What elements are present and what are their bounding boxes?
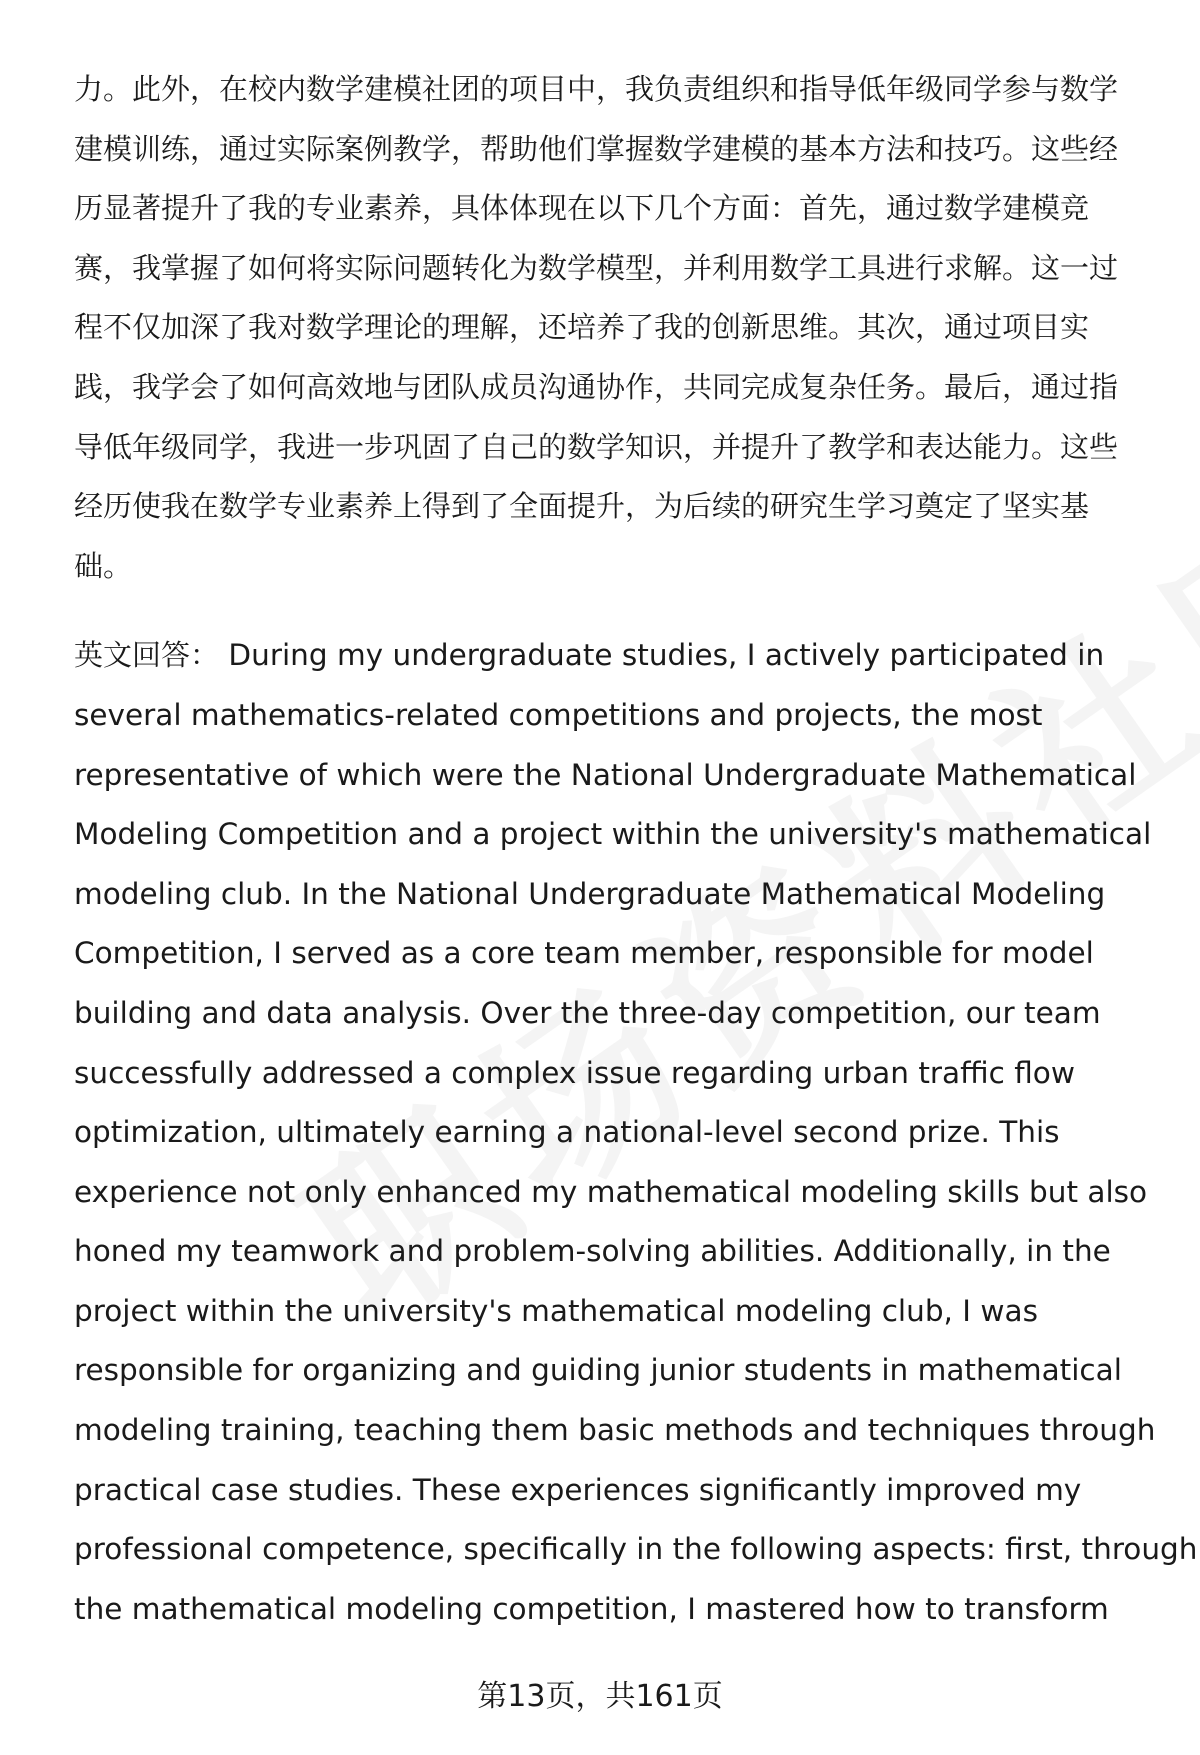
page-number-footer: 第13页，共161页 [477,1679,723,1714]
en-line: practical case studies. These experiences significantly improved my [74,1472,1082,1507]
en-line: professional competence, specifically in the following aspects: first, through [74,1532,1198,1567]
en-line: responsible for organizing and guiding junior students in mathematical [74,1353,1122,1388]
cn-line: 赛，我掌握了如何将实际问题转化为数学模型，并利用数学工具进行求解。这一过 [74,250,1119,285]
en-line: project within the university's mathematical modeling club, I was [74,1293,1038,1328]
cn-line: 导低年级同学，我进一步巩固了自己的数学知识，并提升了教学和表达能力。这些 [74,429,1119,464]
cn-line: 力。此外，在校内数学建模社团的项目中，我负责组织和指导低年级同学参与数学 [74,72,1119,106]
en-line: several mathematics-related competitions and projects, the most [74,697,1043,732]
page-content [74,60,1198,1639]
en-line: the mathematical modeling competition, I mastered how to transform [74,1591,1109,1626]
en-line: successfully addressed a complex issue regarding urban traffic flow [74,1055,1075,1090]
english-answer-label: 英文回答： [74,638,220,673]
en-line: modeling training, teaching them basic methods and techniques through [74,1413,1156,1448]
cn-line: 经历使我在数学专业素养上得到了全面提升，为后续的研究生学习奠定了坚实基 [74,489,1090,524]
en-line: Modeling Competition and a project within the university's mathematical [74,817,1152,852]
en-line: Competition, I served as a core team member, responsible for model [74,936,1094,971]
en-line: honed my teamwork and problem-solving abilities. Additionally, in the [74,1234,1111,1269]
en-line: representative of which were the National Undergraduate Mathematical [74,757,1137,792]
cn-line: 础。 [74,548,133,583]
en-line: During my undergraduate studies, I actively participated in [228,638,1105,673]
english-answer-paragraph [74,626,1198,1639]
chinese-answer-paragraph [74,60,1154,596]
cn-line: 践，我学会了如何高效地与团队成员沟通协作，共同完成复杂任务。最后，通过指 [74,369,1119,404]
en-first-line [74,626,1154,686]
cn-line: 历显著提升了我的专业素养，具体体现在以下几个方面：首先，通过数学建模竞 [74,191,1090,226]
en-line: building and data analysis. Over the three-day competition, our team [74,995,1101,1030]
en-line: experience not only enhanced my mathematical modeling skills but also [74,1174,1148,1209]
cn-line: 程不仅加深了我对数学理论的理解，还培养了我的创新思维。其次，通过项目实 [74,310,1090,345]
en-line: modeling club. In the National Undergraduate Mathematical Modeling [74,876,1106,911]
en-line: optimization, ultimately earning a national-level second prize. This [74,1115,1060,1150]
cn-line: 建模训练，通过实际案例教学，帮助他们掌握数学建模的基本方法和技巧。这些经 [74,131,1119,166]
